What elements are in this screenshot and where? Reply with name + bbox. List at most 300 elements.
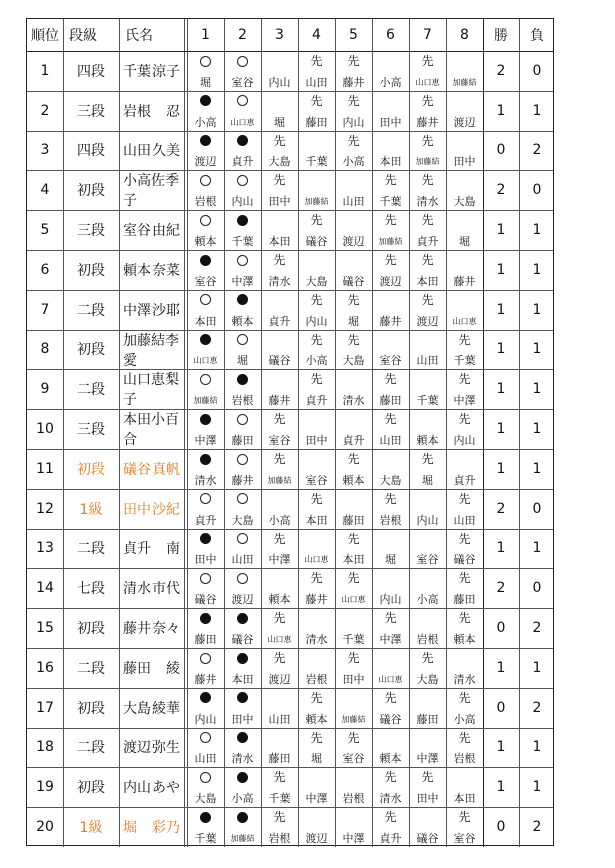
game-mark bbox=[335, 93, 372, 109]
sente-mark: 先 bbox=[421, 133, 434, 148]
player-name-cell bbox=[119, 728, 184, 768]
opponent-name: 藤井 bbox=[416, 115, 439, 129]
opponent-name: 小高 bbox=[194, 115, 217, 129]
sente-mark: 先 bbox=[310, 213, 323, 228]
rank-cell bbox=[27, 767, 63, 807]
sente-mark: 先 bbox=[347, 133, 360, 148]
game-cell-round-4 bbox=[298, 369, 335, 409]
game-cell-round-1 bbox=[187, 489, 224, 529]
opponent-name: 内山 bbox=[305, 314, 328, 328]
sente-mark: 先 bbox=[273, 770, 286, 785]
opponent-name: 内山 bbox=[231, 195, 254, 209]
game-mark bbox=[187, 371, 224, 387]
sente-mark: 先 bbox=[273, 452, 286, 466]
loss-count: 0 bbox=[532, 182, 542, 199]
game-mark bbox=[298, 730, 335, 746]
game-cell-round-6 bbox=[372, 290, 409, 330]
player-name-cell bbox=[119, 608, 184, 648]
opponent-name: 田中 bbox=[416, 792, 439, 806]
dan-cell bbox=[63, 409, 119, 449]
opponent-name: 山田 bbox=[342, 195, 365, 209]
opponent-name: 渡辺 bbox=[231, 593, 254, 607]
rank-value: 13 bbox=[36, 540, 54, 557]
game-cell-round-5 bbox=[335, 608, 372, 648]
game-mark bbox=[224, 531, 261, 547]
game-mark bbox=[187, 690, 224, 706]
opponent-name: 頼本 bbox=[416, 433, 439, 447]
opponent-name: 大島 bbox=[268, 155, 291, 169]
win-circle-icon bbox=[200, 653, 211, 664]
game-cell-round-7 bbox=[409, 210, 446, 250]
header-loss-label: 負 bbox=[530, 28, 544, 44]
game-mark bbox=[335, 531, 372, 547]
sente-mark: 先 bbox=[347, 531, 360, 546]
game-mark bbox=[372, 690, 409, 706]
loss-count: 1 bbox=[532, 261, 542, 278]
game-cell-round-2 bbox=[224, 807, 261, 847]
game-cell-round-1 bbox=[187, 568, 224, 608]
game-cell-round-5 bbox=[335, 409, 372, 449]
opponent-name: 藤井 bbox=[305, 593, 328, 607]
rank-cell bbox=[27, 290, 63, 330]
opponent-name: 室谷 bbox=[194, 274, 217, 288]
opponent-name: 岩根 bbox=[231, 394, 254, 408]
player-given-name: 沙耶 bbox=[152, 302, 180, 319]
win-circle-icon bbox=[200, 294, 211, 305]
loss-circle-icon bbox=[200, 334, 211, 345]
opponent-name: 岩根 bbox=[453, 752, 476, 766]
loss-circle-icon bbox=[237, 374, 248, 385]
game-mark bbox=[187, 411, 224, 427]
game-cell-round-1 bbox=[187, 648, 224, 688]
win-circle-icon bbox=[237, 414, 248, 425]
loss-count: 1 bbox=[532, 460, 542, 477]
game-mark bbox=[446, 411, 483, 427]
game-cell-round-3 bbox=[261, 449, 298, 489]
game-cell-round-5 bbox=[335, 568, 372, 608]
player-given-name: 久美 bbox=[152, 143, 180, 160]
game-cell-round-8 bbox=[446, 369, 483, 409]
opponent-name: 山田 bbox=[268, 712, 291, 726]
game-mark bbox=[372, 212, 409, 228]
game-mark bbox=[261, 809, 298, 825]
game-mark bbox=[187, 769, 224, 785]
loss-count-cell bbox=[519, 489, 555, 529]
game-mark bbox=[372, 411, 409, 427]
header-win bbox=[483, 19, 519, 51]
game-cell-round-3 bbox=[261, 688, 298, 728]
game-mark bbox=[261, 650, 298, 666]
header-round-label: 1 bbox=[201, 27, 210, 43]
game-cell-round-4 bbox=[298, 91, 335, 131]
game-mark bbox=[187, 531, 224, 547]
game-cell-round-8 bbox=[446, 330, 483, 370]
game-mark bbox=[409, 252, 446, 268]
game-cell-round-5 bbox=[335, 807, 372, 847]
rank-value: 1 bbox=[40, 62, 50, 79]
header-rank-label: 順位 bbox=[31, 28, 59, 44]
opponent-name: 藤井 bbox=[453, 274, 476, 288]
header-round-1 bbox=[187, 19, 224, 51]
game-cell-round-8 bbox=[446, 489, 483, 529]
win-circle-icon bbox=[200, 573, 211, 584]
game-cell-round-3 bbox=[261, 131, 298, 171]
header-round-2 bbox=[224, 19, 261, 51]
rank-value: 5 bbox=[40, 222, 50, 239]
opponent-name: 藤田 bbox=[453, 593, 476, 607]
opponent-name: 礒谷 bbox=[416, 831, 439, 845]
sente-mark: 先 bbox=[310, 292, 323, 307]
opponent-name: 藤田 bbox=[194, 632, 217, 646]
loss-count: 1 bbox=[532, 301, 542, 318]
win-count: 2 bbox=[496, 580, 506, 597]
header-round-5 bbox=[335, 19, 372, 51]
player-family-name: 大島 bbox=[123, 700, 151, 717]
game-mark bbox=[187, 133, 224, 149]
game-cell-round-7 bbox=[409, 409, 446, 449]
opponent-name: 礒谷 bbox=[231, 632, 254, 646]
game-cell-round-8 bbox=[446, 688, 483, 728]
game-cell-round-3 bbox=[261, 728, 298, 768]
loss-count-cell bbox=[519, 608, 555, 648]
game-mark bbox=[372, 769, 409, 785]
dan-value: 初段 bbox=[77, 621, 105, 638]
opponent-name: 渡辺 bbox=[194, 155, 217, 169]
sente-mark: 先 bbox=[421, 253, 434, 267]
dan-value: 三段 bbox=[77, 422, 105, 439]
player-name-cell bbox=[119, 210, 184, 250]
game-mark bbox=[335, 133, 372, 149]
game-cell-round-8 bbox=[446, 170, 483, 210]
win-circle-icon bbox=[200, 493, 211, 504]
player-family-name: 中澤 bbox=[123, 302, 151, 319]
win-count-cell bbox=[483, 807, 519, 847]
game-mark bbox=[335, 730, 372, 746]
opponent-name: 貞升 bbox=[268, 314, 291, 328]
dan-cell bbox=[63, 170, 119, 210]
game-cell-round-5 bbox=[335, 489, 372, 529]
header-dan-label: 段級 bbox=[69, 28, 97, 44]
sente-mark: 先 bbox=[458, 412, 471, 427]
sente-mark: 先 bbox=[273, 253, 286, 267]
game-cell-round-3 bbox=[261, 330, 298, 370]
game-cell-round-5 bbox=[335, 131, 372, 171]
dan-value: 初段 bbox=[77, 183, 105, 200]
sente-mark: 先 bbox=[384, 213, 397, 228]
game-mark bbox=[187, 212, 224, 228]
win-count: 0 bbox=[496, 699, 506, 716]
game-cell-round-8 bbox=[446, 409, 483, 449]
rank-cell bbox=[27, 250, 63, 290]
sente-mark: 先 bbox=[421, 452, 434, 466]
win-count-cell bbox=[483, 688, 519, 728]
rank-value: 3 bbox=[40, 142, 50, 159]
game-cell-round-1 bbox=[187, 529, 224, 569]
win-circle-icon bbox=[237, 454, 248, 465]
dan-value: 二段 bbox=[77, 541, 105, 558]
game-mark bbox=[335, 650, 372, 666]
game-cell-round-1 bbox=[187, 330, 224, 370]
game-cell-round-1 bbox=[187, 131, 224, 171]
player-given-name: 由紀 bbox=[152, 223, 180, 240]
game-cell-round-2 bbox=[224, 688, 261, 728]
opponent-name: 堀 bbox=[237, 354, 248, 368]
win-count-cell bbox=[483, 91, 519, 131]
opponent-name: 堀 bbox=[385, 553, 396, 567]
opponent-name: 礒谷 bbox=[379, 712, 402, 726]
loss-count-cell bbox=[519, 529, 555, 569]
game-cell-round-8 bbox=[446, 807, 483, 847]
opponent-name: 藤田 bbox=[231, 433, 254, 447]
game-cell-round-7 bbox=[409, 170, 446, 210]
player-given-name: 綾華 bbox=[152, 700, 180, 717]
win-count-cell bbox=[483, 767, 519, 807]
sente-mark: 先 bbox=[310, 372, 323, 387]
opponent-name: 千葉 bbox=[305, 155, 328, 169]
player-given-name: 市代 bbox=[152, 581, 180, 598]
rank-cell bbox=[27, 807, 63, 847]
rank-value: 16 bbox=[36, 659, 54, 676]
sente-mark: 先 bbox=[458, 531, 471, 546]
game-cell-round-7 bbox=[409, 330, 446, 370]
sente-mark: 先 bbox=[458, 810, 471, 825]
game-mark bbox=[409, 650, 446, 666]
opponent-name: 田中 bbox=[453, 155, 476, 169]
opponent-name: 大島 bbox=[379, 473, 402, 487]
opponent-name: 山口恵 bbox=[341, 595, 366, 605]
win-circle-icon bbox=[237, 533, 248, 544]
sente-mark: 先 bbox=[384, 690, 397, 705]
opponent-name: 堀 bbox=[348, 314, 359, 328]
game-mark bbox=[224, 491, 261, 507]
player-name-cell bbox=[119, 91, 184, 131]
loss-count-cell bbox=[519, 91, 555, 131]
sente-mark: 先 bbox=[421, 93, 434, 108]
game-mark bbox=[409, 133, 446, 149]
loss-count: 1 bbox=[532, 779, 542, 796]
opponent-name: 岩根 bbox=[194, 195, 217, 209]
opponent-name: 渡辺 bbox=[268, 672, 291, 686]
opponent-name: 渡辺 bbox=[416, 314, 439, 328]
loss-count: 1 bbox=[532, 739, 542, 756]
opponent-name: 清水 bbox=[268, 274, 291, 288]
header-round-label: 3 bbox=[275, 27, 284, 43]
rank-cell bbox=[27, 91, 63, 131]
player-family-name: 千葉 bbox=[123, 63, 151, 80]
loss-count-cell bbox=[519, 330, 555, 370]
opponent-name: 中澤 bbox=[231, 274, 254, 288]
rank-value: 11 bbox=[36, 460, 54, 477]
opponent-name: 藤井 bbox=[194, 672, 217, 686]
loss-count: 1 bbox=[532, 381, 542, 398]
game-cell-round-4 bbox=[298, 529, 335, 569]
game-cell-round-4 bbox=[298, 51, 335, 91]
player-name-cell bbox=[119, 489, 184, 529]
game-mark bbox=[187, 650, 224, 666]
game-cell-round-6 bbox=[372, 648, 409, 688]
opponent-name: 頼本 bbox=[453, 632, 476, 646]
sente-mark: 先 bbox=[347, 332, 360, 347]
opponent-name: 千葉 bbox=[342, 632, 365, 646]
dan-value: 初段 bbox=[77, 700, 105, 717]
game-mark bbox=[446, 570, 483, 586]
player-family-name: 貞升 bbox=[123, 541, 151, 558]
opponent-name: 田中 bbox=[342, 672, 365, 686]
rank-cell bbox=[27, 170, 63, 210]
game-mark bbox=[187, 610, 224, 626]
game-mark bbox=[372, 809, 409, 825]
player-family-name: 岩根 bbox=[123, 103, 151, 120]
win-count: 0 bbox=[496, 620, 506, 637]
opponent-name: 岩根 bbox=[416, 632, 439, 646]
dan-cell bbox=[63, 91, 119, 131]
game-cell-round-1 bbox=[187, 290, 224, 330]
sente-mark: 先 bbox=[458, 690, 471, 705]
game-cell-round-8 bbox=[446, 608, 483, 648]
loss-circle-icon bbox=[237, 613, 248, 624]
game-cell-round-6 bbox=[372, 688, 409, 728]
loss-circle-icon bbox=[237, 653, 248, 664]
opponent-name: 千葉 bbox=[379, 195, 402, 209]
sente-mark: 先 bbox=[421, 651, 434, 665]
game-cell-round-8 bbox=[446, 767, 483, 807]
game-cell-round-8 bbox=[446, 131, 483, 171]
opponent-name: 大島 bbox=[416, 672, 439, 686]
game-cell-round-2 bbox=[224, 210, 261, 250]
game-cell-round-3 bbox=[261, 210, 298, 250]
dan-value: 二段 bbox=[77, 302, 105, 319]
game-mark bbox=[298, 570, 335, 586]
dan-value: 初段 bbox=[77, 262, 105, 279]
game-cell-round-2 bbox=[224, 51, 261, 91]
player-family-name: 堀 bbox=[123, 820, 137, 837]
game-cell-round-5 bbox=[335, 529, 372, 569]
game-mark bbox=[224, 730, 261, 746]
dan-cell bbox=[63, 449, 119, 489]
player-family-name: 藤田 bbox=[123, 660, 151, 677]
game-cell-round-8 bbox=[446, 728, 483, 768]
game-cell-round-4 bbox=[298, 568, 335, 608]
sente-mark: 先 bbox=[310, 93, 323, 108]
dan-cell bbox=[63, 688, 119, 728]
opponent-name: 中澤 bbox=[379, 632, 402, 646]
sente-mark: 先 bbox=[458, 611, 471, 626]
opponent-name: 大島 bbox=[305, 274, 328, 288]
loss-count-cell bbox=[519, 369, 555, 409]
win-count: 0 bbox=[496, 819, 506, 836]
win-circle-icon bbox=[237, 95, 248, 106]
win-circle-icon bbox=[200, 175, 211, 186]
opponent-name: 清水 bbox=[305, 632, 328, 646]
player-family-name: 本田小百合 bbox=[123, 412, 179, 449]
loss-count-cell bbox=[519, 767, 555, 807]
opponent-name: 千葉 bbox=[231, 234, 254, 248]
rank-cell bbox=[27, 568, 63, 608]
sente-mark: 先 bbox=[310, 54, 323, 68]
game-mark bbox=[187, 332, 224, 348]
opponent-name: 清水 bbox=[379, 792, 402, 806]
loss-count-cell bbox=[519, 728, 555, 768]
opponent-name: 堀 bbox=[459, 234, 470, 248]
player-given-name: あや bbox=[152, 780, 180, 797]
player-name-cell bbox=[119, 807, 184, 847]
rank-cell bbox=[27, 728, 63, 768]
dan-cell bbox=[63, 210, 119, 250]
loss-circle-icon bbox=[237, 294, 248, 305]
opponent-name: 中澤 bbox=[342, 831, 365, 845]
game-mark bbox=[409, 292, 446, 308]
sente-mark: 先 bbox=[384, 372, 397, 387]
opponent-name: 貞升 bbox=[231, 155, 254, 169]
opponent-name: 堀 bbox=[274, 115, 285, 129]
sente-mark: 先 bbox=[273, 173, 286, 188]
game-cell-round-6 bbox=[372, 91, 409, 131]
game-cell-round-6 bbox=[372, 767, 409, 807]
opponent-name: 加藤結 bbox=[452, 77, 477, 87]
game-cell-round-4 bbox=[298, 210, 335, 250]
opponent-name: 山口恵 bbox=[267, 634, 292, 644]
win-count: 1 bbox=[496, 421, 506, 438]
game-mark bbox=[224, 570, 261, 586]
opponent-name: 岩根 bbox=[305, 672, 328, 686]
player-given-name: 忍 bbox=[166, 103, 180, 120]
game-mark bbox=[224, 212, 261, 228]
player-family-name: 内山 bbox=[123, 780, 151, 797]
rank-value: 7 bbox=[40, 301, 50, 318]
game-cell-round-6 bbox=[372, 330, 409, 370]
opponent-name: 貞升 bbox=[305, 394, 328, 408]
player-name-cell bbox=[119, 449, 184, 489]
opponent-name: 山田 bbox=[416, 354, 439, 368]
win-circle-icon bbox=[237, 255, 248, 266]
game-mark bbox=[446, 809, 483, 825]
header-round-6 bbox=[372, 19, 409, 51]
game-cell-round-8 bbox=[446, 290, 483, 330]
opponent-name: 加藤結 bbox=[341, 714, 366, 724]
game-cell-round-3 bbox=[261, 529, 298, 569]
loss-count-cell bbox=[519, 131, 555, 171]
player-family-name: 渡辺 bbox=[123, 740, 151, 757]
player-given-name: 奈々 bbox=[152, 621, 180, 638]
sente-mark: 先 bbox=[458, 571, 471, 586]
dan-value: 1級 bbox=[79, 501, 103, 518]
rank-value: 10 bbox=[36, 421, 54, 438]
game-cell-round-4 bbox=[298, 767, 335, 807]
loss-count-cell bbox=[519, 250, 555, 290]
loss-circle-icon bbox=[200, 255, 211, 266]
game-cell-round-5 bbox=[335, 648, 372, 688]
game-cell-round-1 bbox=[187, 409, 224, 449]
loss-circle-icon bbox=[200, 95, 211, 106]
dan-cell bbox=[63, 807, 119, 847]
game-mark bbox=[298, 332, 335, 348]
sente-mark: 先 bbox=[384, 770, 397, 785]
sente-mark: 先 bbox=[384, 412, 397, 427]
sente-mark: 先 bbox=[458, 372, 471, 387]
sente-mark: 先 bbox=[421, 292, 434, 307]
game-mark bbox=[298, 212, 335, 228]
game-mark bbox=[224, 332, 261, 348]
game-cell-round-5 bbox=[335, 449, 372, 489]
opponent-name: 貞升 bbox=[416, 234, 439, 248]
opponent-name: 藤井 bbox=[268, 394, 291, 408]
game-cell-round-3 bbox=[261, 369, 298, 409]
game-cell-round-7 bbox=[409, 51, 446, 91]
sente-mark: 先 bbox=[273, 531, 286, 546]
loss-count-cell bbox=[519, 807, 555, 847]
opponent-name: 清水 bbox=[453, 672, 476, 686]
opponent-name: 堀 bbox=[200, 75, 211, 89]
